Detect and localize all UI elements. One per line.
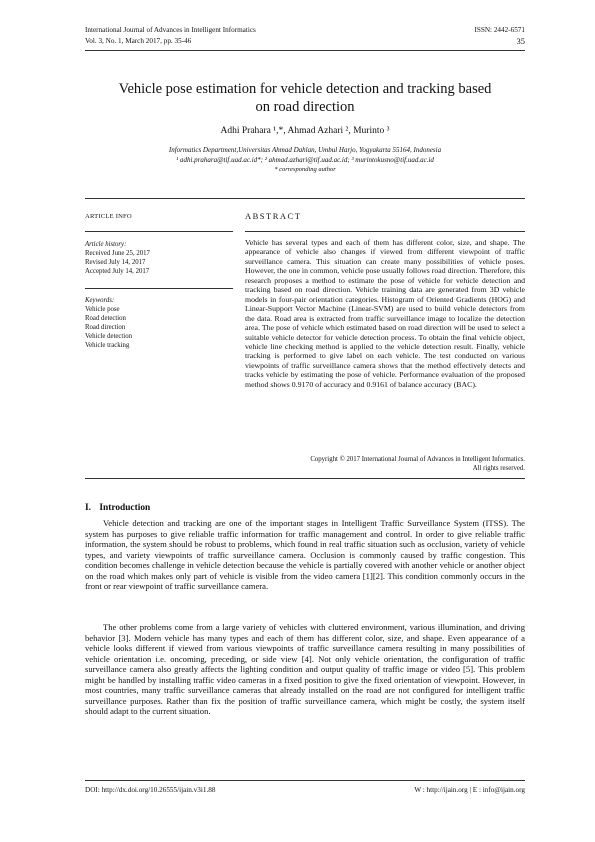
keyword-item: Vehicle tracking [85,342,130,350]
issn: ISSN: 2442-6571 [474,26,525,34]
journal-name: International Journal of Advances in Intelligent Informatics [85,26,256,34]
accepted-date: Accepted July 14, 2017 [85,268,150,276]
info-top-rule [85,198,525,199]
copyright-line-2: All rights reserved. [472,465,525,472]
keywords-rule [85,288,233,289]
info-rule-left [85,231,233,232]
title-line-2: on road direction [255,99,355,115]
section-title: Introduction [99,503,151,513]
keywords [85,296,132,351]
author-emails: ¹ adhi.prahara@tif.uad.ac.id*; ² ahmad.azhari@tif.uad.ac.id; ³ murintokusno@tif.uad.ac.id [176,155,434,164]
copyright-line-1: Copyright © 2017 International Journal of Advances in Intelligent Informatics. [310,456,525,463]
abstract-bottom-rule [85,478,525,479]
received-date: Received June 25, 2017 [85,250,150,258]
copyright [235,455,525,473]
volume-info: Vol. 3, No. 1, March 2017, pp. 35-46 [85,37,192,45]
abstract-text: Vehicle has several types and each of them has different color, size, and shape. The appearance of vehicle also changes if viewed from different viewpoint of traffic surveillance camera. This situation can create many possibilities of vehicle poses. However, the one in common, vehicle pose usually follows road direction. Therefore, this research proposes a method to estimate the pose of vehicle for vehicle detection and tracking based on road direction. Vehicle training data are generated from 3D vehicle models in four-pair orientation categories. Histogram of Oriented Gradients (HOG) and Linear-Support Vector Machine (Linear-SVM) are used to build vehicle detectors from the data. Road area is extracted from traffic surveillance image to localize the detection area. The pose of vehicle which estimated based on road direction will be used to select a suitable vehicle detector for vehicle detection process. To obtain the final vehicle object, vehicle line checking method is applied to the vehicle detection result. Finally, vehicle tracking is performed to give label on each vehicle. The test conducted on various viewpoints of traffic surveillance camera shows that the method effectively detects and tracks vehicle by estimating the pose of vehicle. Performance evaluation of the proposed method shows 0.9170 of accuracy and 0.9161 of balance accuracy (BAC). [245,238,525,389]
title-line-1: Vehicle pose estimation for vehicle detection and tracking based [118,81,492,97]
keywords-label: Keywords: [85,297,115,304]
affiliation: Informatics Department,Universitas Ahmad Dahlan, Umbul Harjo, Yogyakarta 55164, Indonesia [168,146,442,154]
contact-links[interactable]: W : http://ijain.org | E : info@ijain.org [414,786,525,794]
keyword-item: Vehicle pose [85,306,120,314]
section-heading [85,503,150,513]
authors: Adhi Prahara ¹,*, Ahmad Azhari ², Murinto ³ [220,126,390,136]
history-label: Article history: [85,241,127,248]
section-number: I. [85,503,91,513]
footer-rule [85,780,525,781]
intro-paragraph-2 [85,622,525,717]
article-history [85,240,150,276]
paragraph-text: The other problems come from a large variety of vehicles with cluttered environment, various illumination, and driving behavior [3]. Modern vehicle has many types and each of them has different color, size, and shape. Even appearance of a vehicle looks different if viewed from various viewpoints of traffic surveillance camera resulting in many possibilities of vehicle orientation i.e. oncoming, preceding, or side view [4]. Not only vehicle orientation, the configuration of traffic surveillance camera also greatly affects the lighting condition and output quality of traffic image or video [5]. This problem might be handled by installing traffic video cameras in a fixed position to give the fixed orientation of viewpoint. However, in most countries, many traffic surveillance cameras that already installed on the road are not configured for intelligent traffic surveillance purposes. Rather than fix the position of traffic surveillance camera, which might be costly, the system itself should adapt to the current situation. [85,622,525,717]
keyword-item: Road direction [85,324,126,332]
doi-link[interactable]: DOI: http://dx.doi.org/10.26555/ijain.v3i1.88 [85,786,216,794]
paragraph-text: Vehicle detection and tracking are one of the important stages in Intelligent Traffic Surveillance System (ITSS). The system has purposes to give reliable traffic information for traffic management and control. In order to give reliable traffic information, the system should be robust to problems, which found in real traffic situation such as occlusion, variety of vehicle types, and variety viewpoints of traffic surveillance camera. Occlusion is commonly caused by traffic congestion. This condition becomes challenge in vehicle detection because the vehicle is partially covered with another vehicle or another object on the road which makes only part of vehicle is visible from the video camera [1][2]. This condition commonly occurs in the front or rear viewpoint of traffic surveillance camera. [85,518,525,592]
revised-date: Revised July 14, 2017 [85,259,146,267]
paper-title [85,80,525,116]
page-number: 35 [516,36,525,46]
affiliation-block [85,146,525,175]
corresponding-note: * corresponding author [274,166,336,174]
article-info-label: ARTICLE INFO [85,213,132,220]
keyword-item: Road detection [85,315,126,323]
intro-paragraph-1 [85,518,525,592]
keyword-item: Vehicle detection [85,333,132,341]
header-rule [85,50,525,51]
abstract-label: ABSTRACT [245,211,302,221]
info-rule-right [245,231,525,232]
